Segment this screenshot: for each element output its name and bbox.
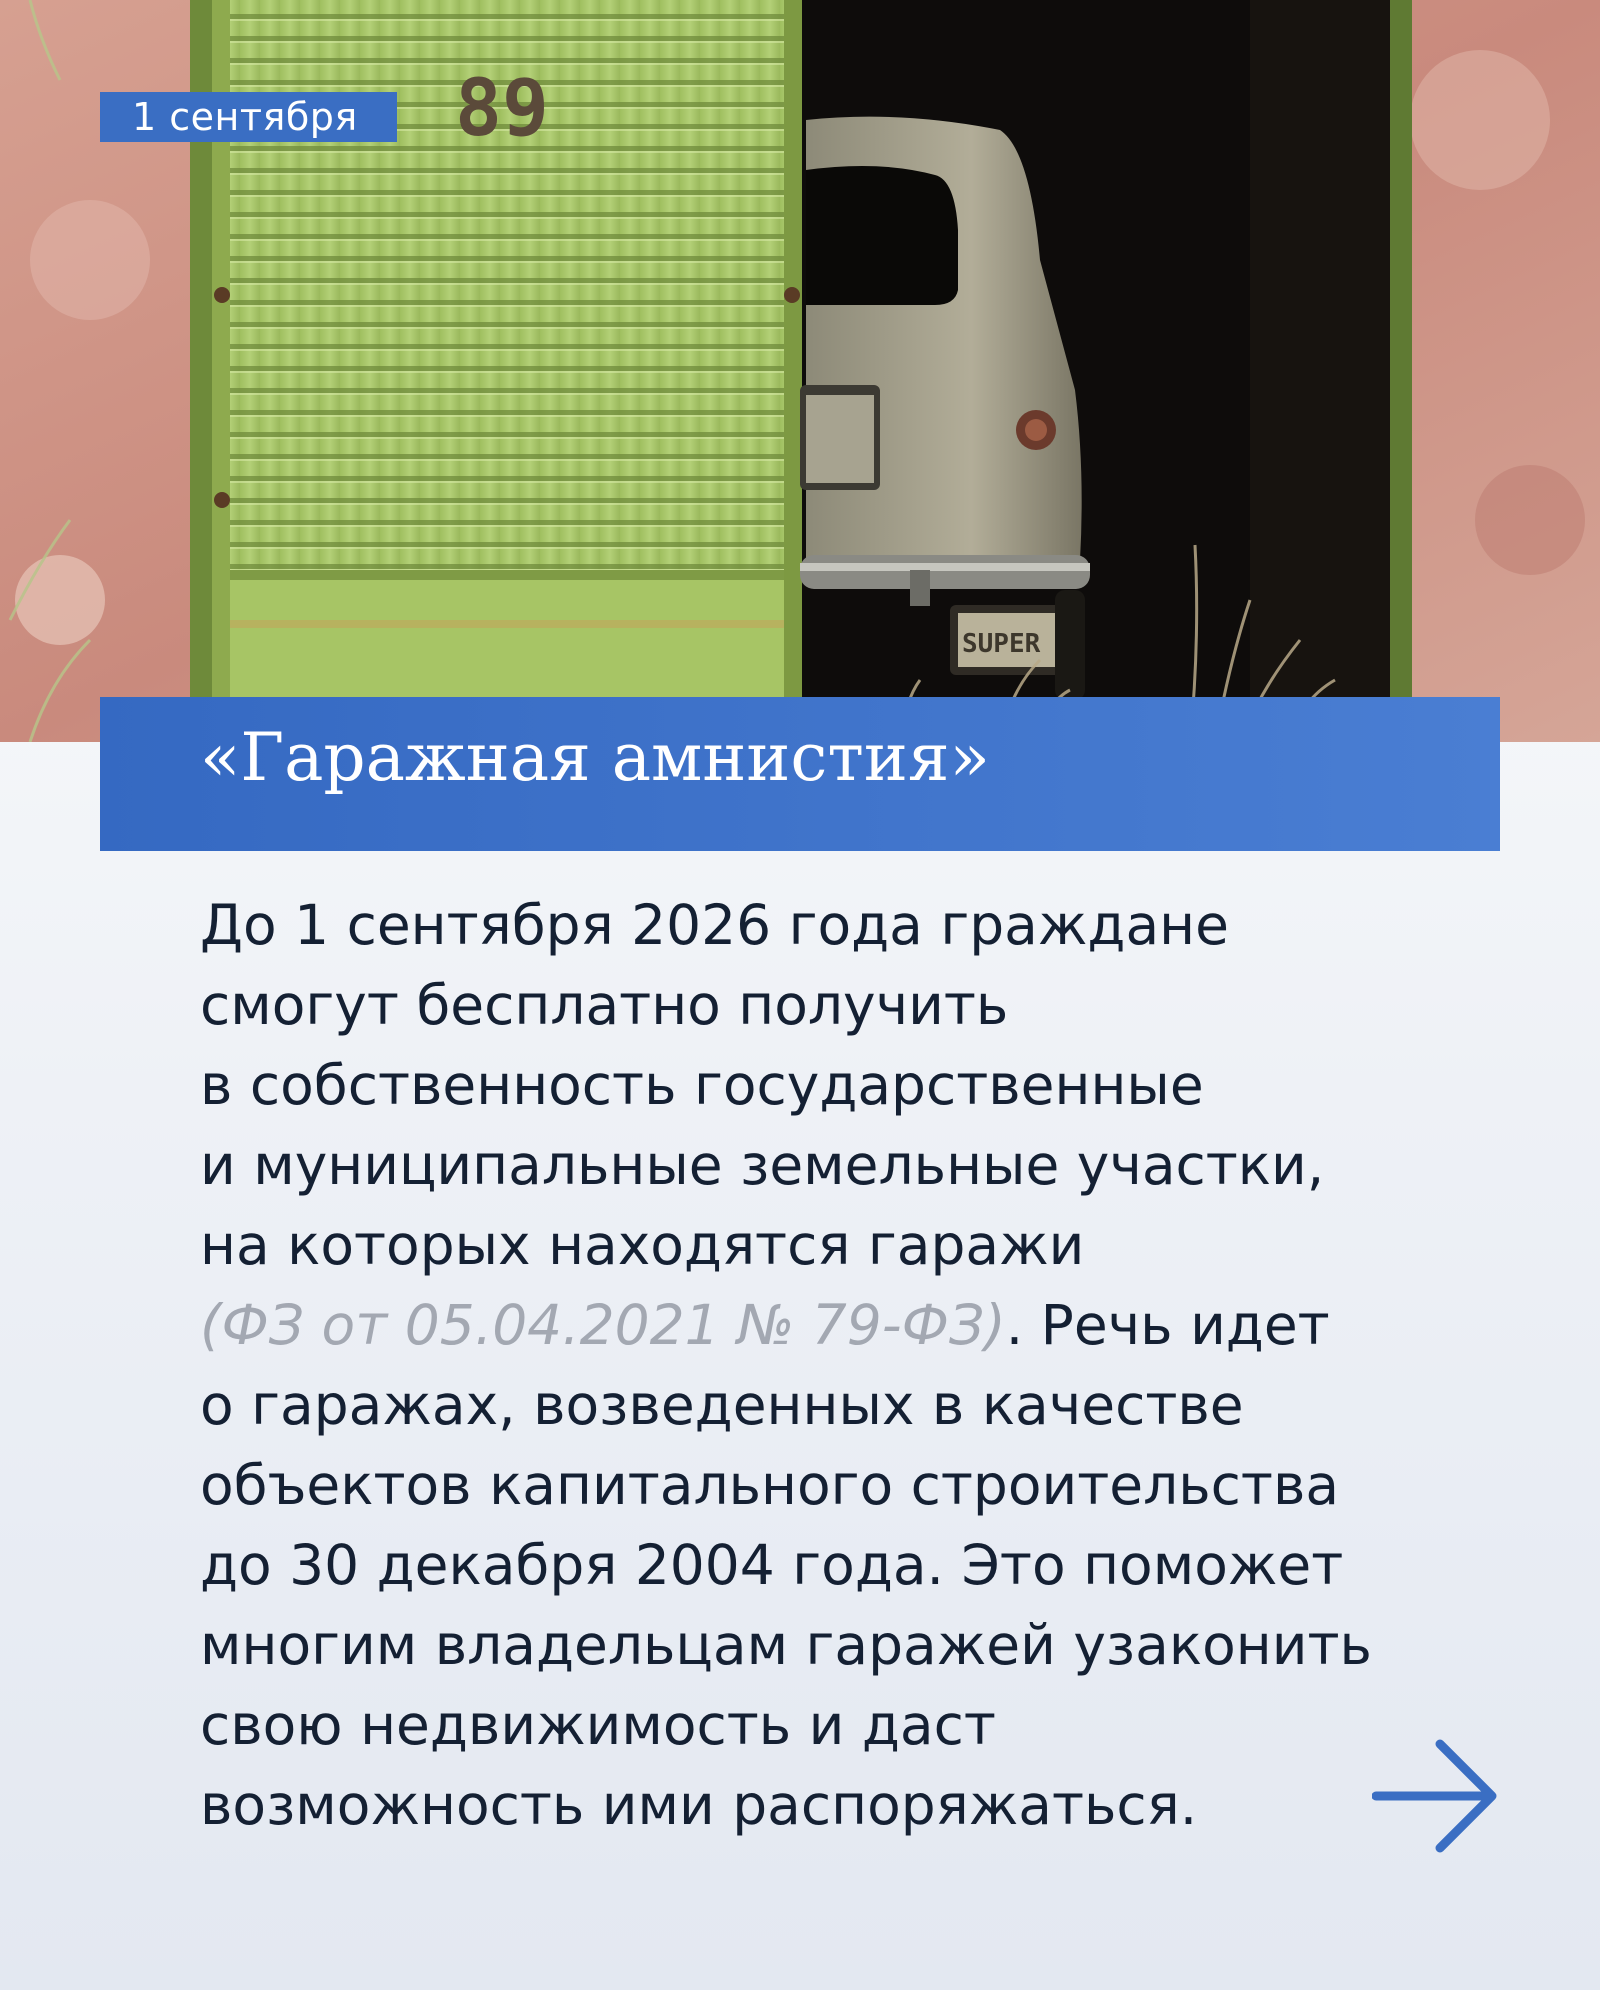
body-line: объектов капитального строительства bbox=[200, 1453, 1340, 1517]
body-line: свою недвижимость и даст bbox=[200, 1693, 996, 1757]
body-line: о гаражах, возведенных в качестве bbox=[200, 1373, 1244, 1437]
body-line: возможность ими распоряжаться. bbox=[200, 1773, 1198, 1837]
page-title: «Гаражная амнистия» bbox=[200, 719, 990, 796]
body-paragraph bbox=[200, 885, 1500, 1845]
body-line-with-reference bbox=[200, 1285, 1500, 1365]
arrow-right-icon[interactable] bbox=[1372, 1738, 1500, 1854]
license-plate: SUPER bbox=[962, 629, 1041, 659]
body-line: на которых находятся гаражи bbox=[200, 1213, 1085, 1277]
door-number: 89 bbox=[455, 64, 549, 154]
body-line: смогут бесплатно получить bbox=[200, 973, 1009, 1037]
body-line: До 1 сентября 2026 года граждане bbox=[200, 893, 1229, 957]
law-reference: (ФЗ от 05.04.2021 № 79-ФЗ) bbox=[200, 1293, 1006, 1357]
body-line: и муниципальные земельные участки, bbox=[200, 1133, 1325, 1197]
title-bar bbox=[100, 697, 1500, 851]
body-line: многим владельцам гаражей узаконить bbox=[200, 1613, 1372, 1677]
body-line: до 30 декабря 2004 года. Это поможет bbox=[200, 1533, 1344, 1597]
date-badge: 1 сентября bbox=[100, 92, 397, 142]
body-line: в собственность государственные bbox=[200, 1053, 1204, 1117]
body-line-tail: . Речь идет bbox=[1005, 1293, 1330, 1357]
